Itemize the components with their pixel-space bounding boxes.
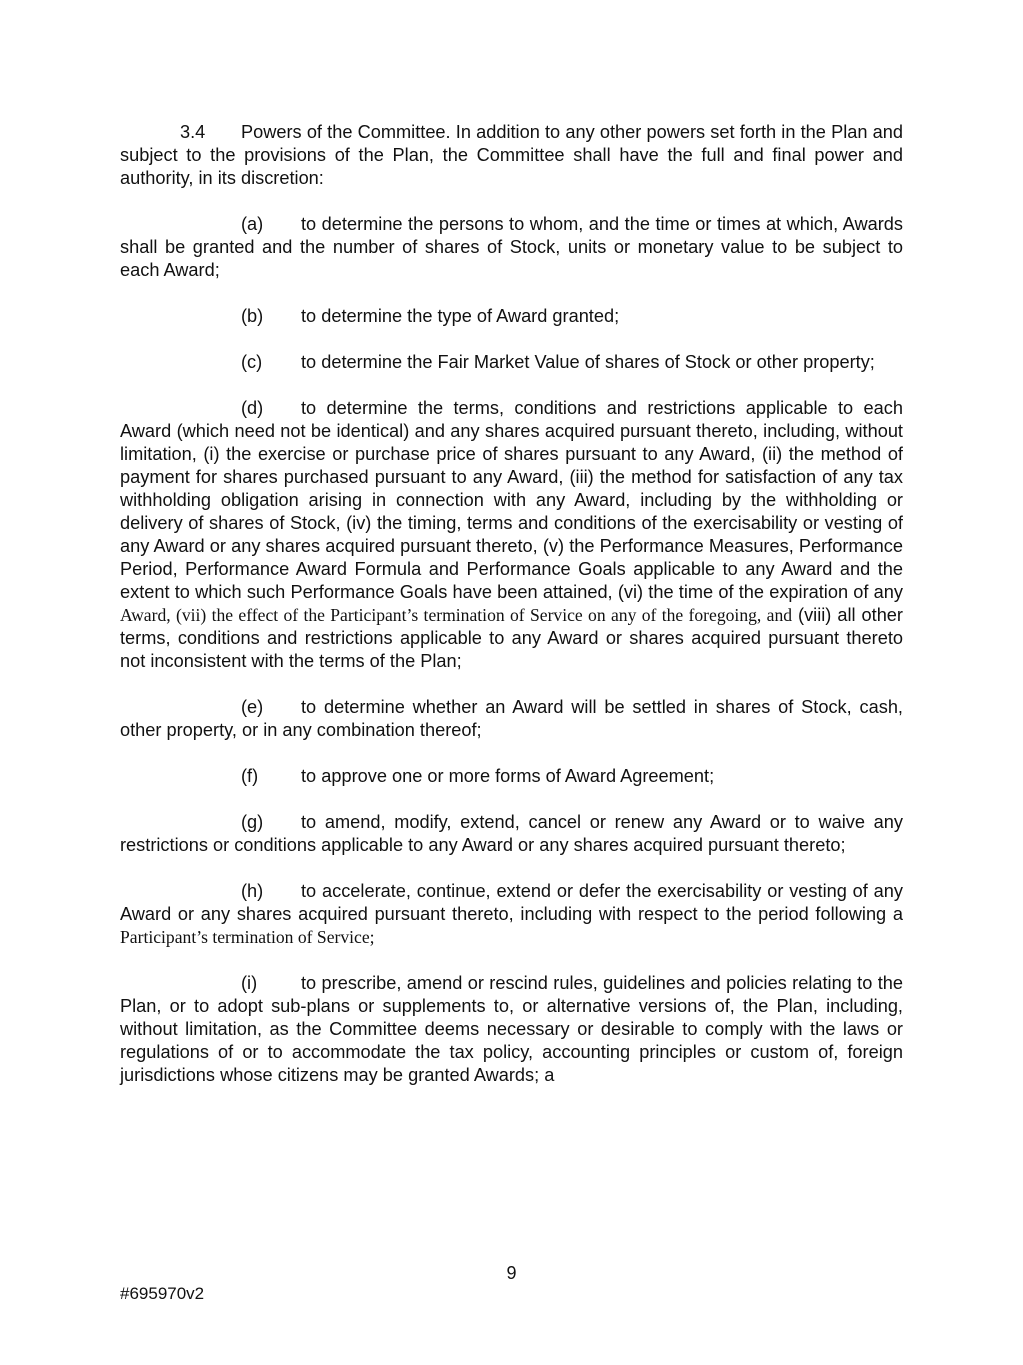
document-id: #695970v2: [120, 1284, 205, 1303]
item-i-label: (i): [241, 973, 258, 993]
item-d-paragraph: [120, 397, 903, 673]
item-d-text-part1: to determine the terms, conditions and restrictions applicable to each Award (which need not be identical) and any shares acquired pursuant thereto, including, without limitation, (i) the exercise or purchase price of shares pursuant to any Award, (ii) the method of payment for shares purchased pursuant to any Award, (iii) the method for satisfaction of any tax withholding obligation arising in connection with any Award, including by the withholding or delivery of shares of Stock, (iv) the timing, terms and conditions of the exercisability or vesting of any Award or any shares acquired pursuant thereto, (v) the Performance Measures, Performance Period, Performance Award Formula and Performance Goals applicable to any Award and the extent to which such Performance Goals have been attained, (vi) the time of the expiration of any: [120, 398, 903, 602]
item-e-label: (e): [241, 697, 264, 717]
item-c-text: to determine the Fair Market Value of shares of Stock or other property;: [301, 352, 875, 372]
item-g-label: (g): [241, 812, 264, 832]
item-e-paragraph: [120, 696, 903, 742]
document-body: [120, 121, 903, 1087]
item-f-text: to approve one or more forms of Award Agreement;: [301, 766, 715, 786]
item-g-paragraph: [120, 811, 903, 857]
item-b-paragraph: [120, 305, 903, 328]
item-b-text: to determine the type of Award granted;: [301, 306, 620, 326]
item-a-paragraph: [120, 213, 903, 282]
item-b-label: (b): [241, 306, 264, 326]
item-c-label: (c): [241, 352, 263, 372]
item-h-paragraph: [120, 880, 903, 949]
section-text: Powers of the Committee. In addition to any other powers set forth in the Plan and subject to the provisions of the Plan, the Committee shall have the full and final power and authority, in its discretion:: [120, 122, 903, 188]
item-d-label: (d): [241, 398, 264, 418]
section-paragraph: [120, 121, 903, 190]
item-f-label: (f): [241, 766, 259, 786]
item-h-text-part2: Participant’s termination of Service;: [120, 927, 375, 947]
item-a-label: (a): [241, 214, 264, 234]
item-h-text-part1: to accelerate, continue, extend or defer the exercisability or vesting of any Award or any shares acquired pursuant thereto, including with respect to the period following a: [120, 881, 903, 924]
item-c-paragraph: [120, 351, 903, 374]
item-f-paragraph: [120, 765, 903, 788]
item-a-text: to determine the persons to whom, and the time or times at which, Awards shall be granted and the number of shares of Stock, units or monetary value to be subject to each Award;: [120, 214, 903, 280]
item-d-text-part3: (viii) all other terms, conditions and restrictions applicable to any Award or shares acquired pursuant thereto not inconsistent with the terms of the Plan;: [120, 605, 903, 671]
item-g-text: to amend, modify, extend, cancel or renew any Award or to waive any restrictions or conditions applicable to any Award or any shares acquired pursuant thereto;: [120, 812, 903, 855]
item-e-text: to determine whether an Award will be settled in shares of Stock, cash, other property, or in any combination thereof;: [120, 697, 903, 740]
item-d-text-part2: Award, (vii) the effect of the Participant’s termination of Service on any of the foregoing, and: [120, 605, 793, 625]
section-number: 3.4: [180, 122, 206, 142]
page-number: 9: [506, 1263, 517, 1283]
item-i-paragraph: [120, 972, 903, 1087]
item-i-text: to prescribe, amend or rescind rules, guidelines and policies relating to the Plan, or to adopt sub-plans or supplements to, or alternative versions of, the Plan, including, without limitation, as the Committee deems necessary or desirable to comply with the laws or regulations of or to accommodate the tax policy, accounting principles or custom of, foreign jurisdictions whose citizens may be granted Awards; a: [120, 973, 903, 1085]
item-h-label: (h): [241, 881, 264, 901]
